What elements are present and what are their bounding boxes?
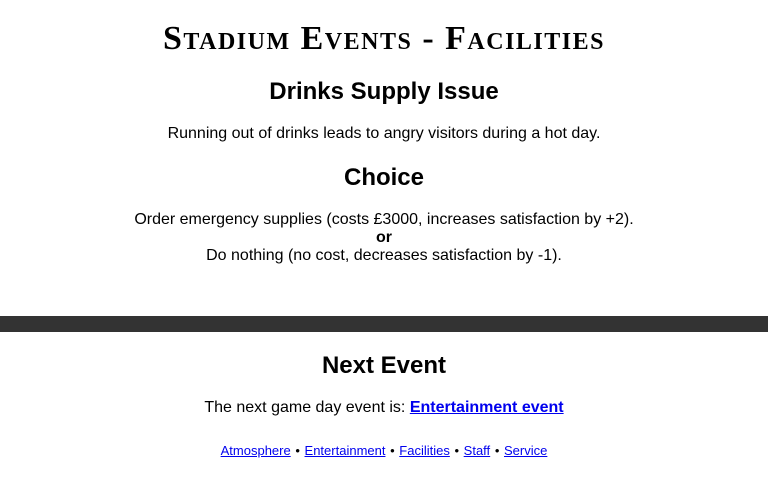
footer-separator: • <box>454 443 460 458</box>
page-title: Stadium Events - Facilities <box>163 20 605 57</box>
next-event-prefix: The next game day event is: <box>204 399 406 416</box>
next-event-link[interactable]: Entertainment event <box>409 399 564 416</box>
footer-link-staff[interactable]: Staff <box>463 443 491 458</box>
choice-option-order-supplies[interactable]: Order emergency supplies (costs £3000, increases satisfaction by +2). <box>134 211 634 228</box>
footer-link-entertainment[interactable]: Entertainment <box>304 443 386 458</box>
choice-separator: or <box>376 229 392 246</box>
footer-link-facilities[interactable]: Facilities <box>399 443 450 458</box>
footer-nav <box>0 443 768 458</box>
section-divider <box>0 316 768 332</box>
issue-description: Running out of drinks leads to angry visitors during a hot day. <box>167 125 601 142</box>
footer-link-service[interactable]: Service <box>504 443 548 458</box>
footer-separator: • <box>494 443 500 458</box>
footer-link-atmosphere[interactable]: Atmosphere <box>220 443 291 458</box>
choice-option-do-nothing[interactable]: Do nothing (no cost, decreases satisfaction by -1). <box>206 247 562 264</box>
next-event-heading: Next Event <box>321 352 447 379</box>
next-event-text <box>0 399 768 417</box>
footer-separator: • <box>390 443 395 458</box>
issue-heading: Drinks Supply Issue <box>269 78 499 105</box>
choice-heading: Choice <box>343 164 424 191</box>
footer-separator: • <box>295 443 300 458</box>
